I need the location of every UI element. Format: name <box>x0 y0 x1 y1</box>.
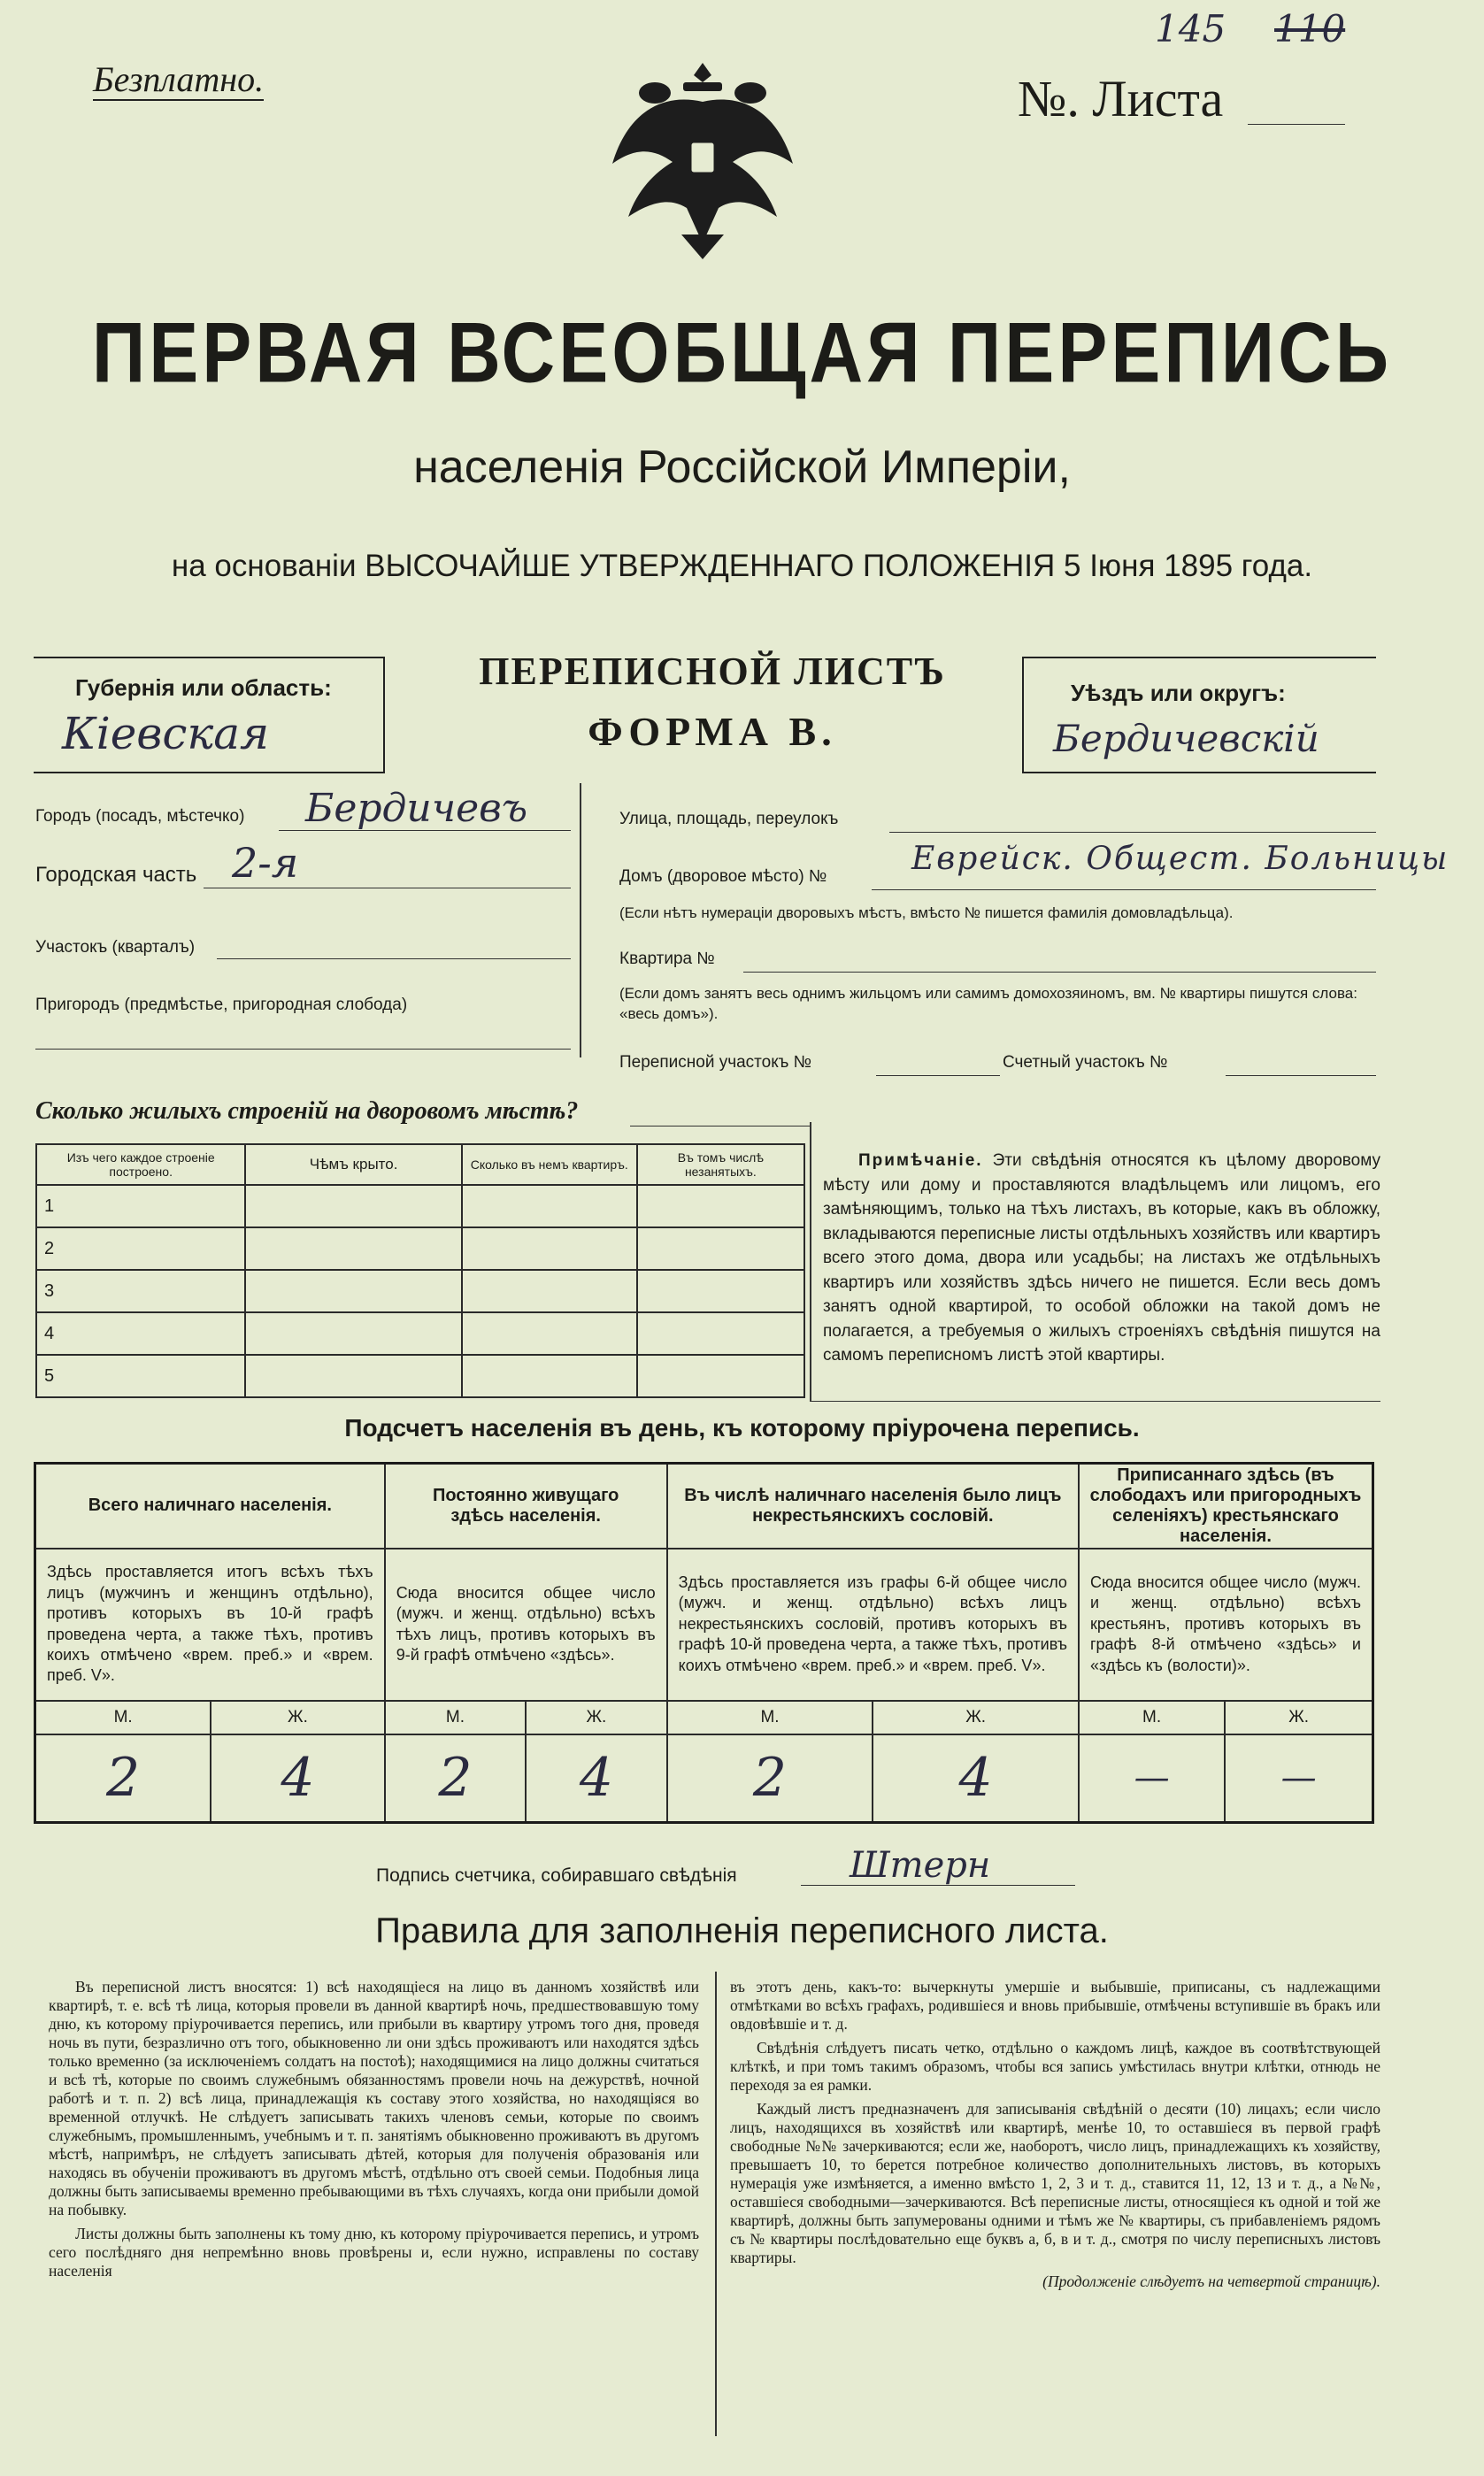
district-label: Участокъ (кварталъ) <box>35 938 196 957</box>
permanent-male-count[interactable]: 2 <box>385 1734 526 1823</box>
population-header-peasant: Приписаннаго здѣсь (въ слободахъ или пригородныхъ селеніяхъ) крестьянскаго населенія. <box>1079 1464 1373 1549</box>
double-headed-eagle-emblem <box>602 58 804 261</box>
page-subtitle: населенія Россійской Имперіи, <box>413 442 1071 493</box>
population-header-permanent: Постоянно живущаго здѣсь населенія. <box>385 1464 667 1549</box>
m-label: М. <box>35 1701 211 1734</box>
non-peasant-female-count[interactable]: 4 <box>873 1734 1079 1823</box>
guberniya-value[interactable]: Кіевская <box>62 708 270 759</box>
buildings-note <box>823 1149 1380 1368</box>
apartment-note: (Если домъ занятъ весь однимъ жильцомъ или самимъ домохозяиномъ, вм. № квартиры пишутся слова: «весь домъ»). <box>619 985 1357 1022</box>
form-variant: ФОРМА В. <box>588 709 837 754</box>
population-title: Подсчетъ населенія въ день, къ которому пріурочена перепись. <box>344 1414 1140 1442</box>
f-label: Ж. <box>873 1701 1079 1734</box>
house-note: (Если нѣтъ нумераціи дворовыхъ мѣстъ, вмѣсто № пишется фамилія домовладѣльца). <box>619 904 1234 921</box>
buildings-note-title: Примѣчаніе. <box>858 1151 983 1170</box>
city-value[interactable]: Бердичевъ <box>305 786 528 831</box>
buildings-table <box>35 1143 805 1398</box>
population-table <box>34 1462 1374 1824</box>
population-desc-non-peasant: Здѣсь проставляется изъ графы 6-й общее число (мужч. и женщ. отдѣльно) всѣхъ лицъ некрестьянскихъ сословій, противъ которыхъ въ графѣ 10-й проведена черта, а также тѣхъ, противъ коихъ отмѣчено «врем. преб.» и «врем. преб. V». <box>667 1549 1079 1701</box>
rules-right-column <box>730 1978 1380 2296</box>
population-desc-total: Здѣсь проставляется итогъ всѣхъ тѣхъ лицъ (мужчинъ и женщинъ отдѣльно), противъ которыхъ въ 10-й графѣ проведена черта, а также тѣхъ, противъ коихъ отмѣчено «врем. преб.» и «врем. преб. V». <box>35 1549 385 1701</box>
table-row[interactable]: 2 <box>36 1227 245 1270</box>
uezd-label: Уѣздъ или округъ: <box>1071 680 1286 706</box>
signature-label: Подпись счетчика, собиравшаго свѣдѣнія <box>376 1865 737 1886</box>
m-label: М. <box>385 1701 526 1734</box>
buildings-header-material: Изъ чего каждое строеніе построено. <box>36 1144 245 1185</box>
population-header-total: Всего наличнаго населенія. <box>35 1464 385 1549</box>
rules-paragraph: въ этотъ день, какъ-то: вычеркнуты умершіе и выбывшіе, приписаны, съ надлежащими отмѣтками во всѣхъ графахъ, родившіеся и вновь прибывшіе, отмѣчены вступившіе въ бракъ или овдовѣвшіе и т. д. <box>730 1978 1380 2033</box>
m-label: М. <box>667 1701 873 1734</box>
counting-section-label: Счетный участокъ № <box>1003 1053 1168 1072</box>
free-label: Безплатно. <box>93 59 265 99</box>
m-label: М. <box>1079 1701 1225 1734</box>
f-label: Ж. <box>526 1701 667 1734</box>
city-part-label: Городская часть <box>35 863 197 887</box>
street-label: Улица, площадь, переулокъ <box>619 810 839 828</box>
rules-paragraph: Въ переписной листъ вносятся: 1) всѣ находящіеся на лицо въ данномъ хозяйствѣ или квартирѣ, т. е. всѣ тѣ лица, которыя провели въ данной квартирѣ ночь, предшествовавшую тому дню, къ которому пріурочивается перепись, или прибыли въ квартиру утромъ того дня, проведя ночь въ пути, безразлично отъ того, обыкновенно ли они здѣсь проживаютъ или находятся здѣсь только временно (за исключеніемъ солдатъ на постоѣ); находящимися на лицо должны считаться и всѣ тѣ, которые по своимъ служебнымъ обязанностямъ провели ночь на дежурствѣ, ночной работѣ и т. п. 2) всѣ лица, принадлежащія къ составу этого хозяйства, но находящіяся во временной отлучкѣ. Не слѣдуетъ записывать такихъ членовъ семьи, которые по своимъ служебнымъ, промышленнымъ, учебнымъ и т. п. занятіямъ обыкновенно проживаютъ въ другомъ мѣстѣ, напримѣръ, не слѣдуетъ записывать дѣтей, которыя для полученія образованія или находясь въ обученіи проживаютъ въ другомъ мѣстѣ, отдѣльно отъ своей семьи. Подобныя лица должны быть записываемы временно пребывающими въ тѣхъ случаяхъ, когда они прибыли домой на побывку. <box>49 1978 699 2218</box>
buildings-header-roof: Чѣмъ крыто. <box>245 1144 461 1185</box>
buildings-note-text: Эти свѣдѣнія относятся къ цѣлому дворовому мѣсту или дому и проставляются владѣльцемъ или лицомъ, его замѣняющимъ, только на тѣхъ листахъ, въ которые, какъ въ обложку, вкладываются переписные листы отдѣльныхъ хозяйствъ или квартиръ всего этого дома, двора или усадьбы; на листахъ же отдѣльныхъ квартиръ или хозяйствъ здѣсь ничего не пишется. Если весь домъ занятъ одной квартирой, то особой обложки на такой домъ не полагается, а требуемыя о жилыхъ строеніяхъ свѣдѣнія пишутся на самомъ переписномъ листѣ этой квартиры. <box>823 1151 1381 1365</box>
table-row[interactable]: 3 <box>36 1270 245 1312</box>
guberniya-label: Губернія или область: <box>75 674 332 701</box>
rules-continued-note: (Продолженіе слѣдуетъ на четвертой страницѣ). <box>1042 2272 1380 2290</box>
rules-paragraph: Свѣдѣнія слѣдуетъ писать четко, отдѣльно о каждомъ лицѣ, каждое въ соотвѣтствующей клѣткѣ, и при томъ такимъ образомъ, чтобы вся запись умѣстилась внутри клѣтки, отнюдь не переходя за ея рамки. <box>730 2039 1380 2094</box>
signature-value[interactable]: Штерн <box>850 1845 991 1886</box>
sheet-number-label: №. Листа <box>1018 70 1224 127</box>
peasant-male-count[interactable]: — <box>1079 1734 1225 1823</box>
census-section-label: Переписной участокъ № <box>619 1053 812 1072</box>
rules-paragraph: Листы должны быть заполнены къ тому дню, къ которому пріурочивается перепись, и утромъ сего послѣдняго дня непремѣнно вновь провѣрены и, если нужно, исправлены по составу населенія <box>49 2225 699 2280</box>
table-row[interactable]: 1 <box>36 1185 245 1227</box>
table-row[interactable]: 4 <box>36 1312 245 1355</box>
table-row[interactable]: 5 <box>36 1355 245 1397</box>
peasant-female-count[interactable]: — <box>1225 1734 1373 1823</box>
buildings-question: Сколько жилыхъ строеній на дворовомъ мѣстѣ? <box>35 1097 579 1125</box>
archive-number: 145 <box>1155 7 1226 50</box>
city-part-value[interactable]: 2-я <box>232 839 299 887</box>
rules-left-column <box>49 1978 699 2286</box>
population-desc-permanent: Сюда вносится общее число (мужч. и женщ. отдѣльно) всѣхъ тѣхъ лицъ, противъ которыхъ въ 9-й графѣ отмѣчено «здѣсь». <box>385 1549 667 1701</box>
house-value[interactable]: Еврейск. Общест. Больницы <box>911 841 1449 877</box>
f-label: Ж. <box>1225 1701 1373 1734</box>
page-title: ПЕРВАЯ ВСЕОБЩАЯ ПЕРЕПИСЬ <box>91 304 1393 400</box>
f-label: Ж. <box>211 1701 384 1734</box>
non-peasant-male-count[interactable]: 2 <box>667 1734 873 1823</box>
apartment-label: Квартира № <box>619 950 715 968</box>
rules-title: Правила для заполненія переписного листа. <box>375 1911 1109 1950</box>
total-male-count[interactable]: 2 <box>35 1734 211 1823</box>
legal-basis: на основаніи ВЫСОЧАЙШЕ УТВЕРЖДЕННАГО ПОЛОЖЕНІЯ 5 Іюня 1895 года. <box>171 549 1313 583</box>
suburb-label: Пригородъ (предмѣстье, пригородная слобода) <box>35 996 408 1014</box>
population-desc-peasant: Сюда вносится общее число (мужч. и женщ. отдѣльно) всѣхъ крестьянъ, противъ которыхъ въ графѣ 8-й отмѣчено «здѣсь» и «здѣсь къ (волости)». <box>1079 1549 1373 1701</box>
buildings-header-apartments: Сколько въ немъ квартиръ. <box>462 1144 637 1185</box>
uezd-value[interactable]: Бердичевскій <box>1053 717 1319 760</box>
archive-number-crossed: 110 <box>1274 7 1346 50</box>
buildings-header-vacant: Въ томъ числѣ незанятыхъ. <box>637 1144 804 1185</box>
total-female-count[interactable]: 4 <box>211 1734 384 1823</box>
permanent-female-count[interactable]: 4 <box>526 1734 667 1823</box>
form-name: ПЕРЕПИСНОЙ ЛИСТЪ <box>479 650 946 693</box>
city-label: Городъ (посадъ, мѣстечко) <box>35 807 245 826</box>
population-header-non-peasant: Въ числѣ наличнаго населенія было лицъ некрестьянскихъ сословій. <box>667 1464 1079 1549</box>
rules-paragraph: Каждый листъ предназначенъ для записыванія свѣдѣній о десяти (10) лицахъ; если число лицъ, находящихся въ хозяйствѣ или квартирѣ, менѣе 10, то оставшіеся въ первой графѣ свободные №№ зачеркиваются; если же, наоборотъ, число лицъ, принадлежащихъ къ хозяйству, превышаетъ 10, то берется потребное количество дополнительныхъ листовъ, въ которыхъ нумерація уже измѣняется, а именно вмѣсто 1, 2, 3 и т. д., ставится 11, 12, 13 и т. д., а №№, оставшіеся свободными—зачеркиваются. Всѣ переписные листы, относящіеся къ одной и той же квартирѣ, должны быть запумерованы одними и тѣмъ же № квартиры, съ прибавленіемъ рядомъ съ № квартиры послѣдовательно еще буквъ а, б, в и т. д., смотря по числу переписныхъ листовъ квартиры. <box>730 2100 1380 2266</box>
house-label: Домъ (дворовое мѣсто) № <box>619 867 827 886</box>
